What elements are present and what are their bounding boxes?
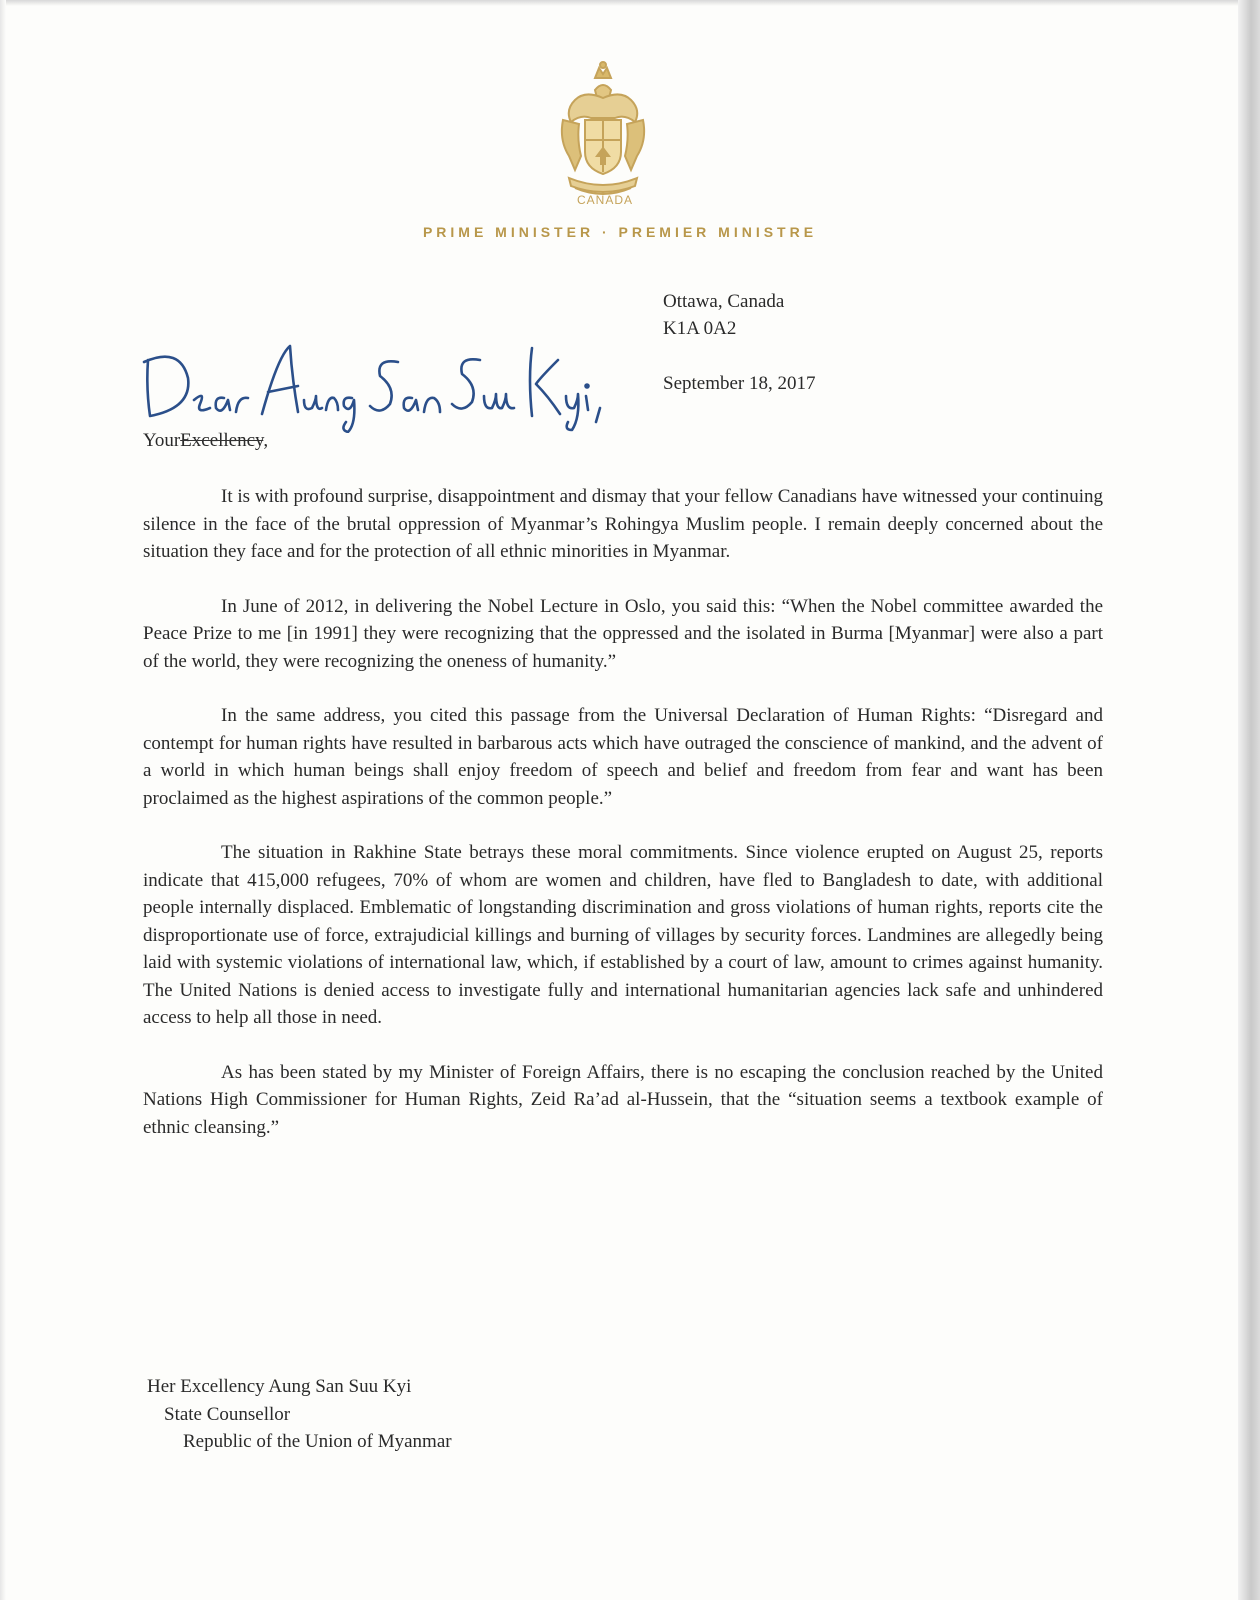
page-top-shadow bbox=[0, 0, 1260, 6]
letterhead-office-title: PRIME MINISTER · PREMIER MINISTRE bbox=[422, 224, 818, 240]
page-right-shadow bbox=[1238, 0, 1260, 1600]
salutation bbox=[143, 430, 268, 452]
page-left-shadow bbox=[0, 0, 6, 1600]
recipient-name: Her Excellency Aung San Suu Kyi bbox=[147, 1376, 412, 1397]
salutation-comma: , bbox=[263, 430, 269, 451]
paragraph-2: In June of 2012, in delivering the Nobel Lecture in Oslo, you said this: “When the Nobel committee awarded the Peace Prize to me [in 1991] they were recognizing that the oppressed and the isolated in Burma [Myanmar] were also a part of the world, they were recognizing the oneness of humanity.” bbox=[143, 595, 1103, 672]
salutation-struck-excellency: Excellency bbox=[180, 430, 264, 451]
paragraph-3: In the same address, you cited this passage from the Universal Declaration of Human Rights: “Disregard and contempt for human rights have resulted in barbarous acts which have outraged the conscience of mankind, and the advent of a world in which human beings shall enjoy freedom of speech and belief and freedom from fear and want has been proclaimed as the highest aspirations of the common people.” bbox=[143, 705, 1103, 809]
salutation-your: Your bbox=[143, 430, 181, 451]
recipient-title: State Counsellor bbox=[164, 1403, 291, 1425]
recipient-block bbox=[147, 1373, 452, 1456]
crest-country-label: CANADA bbox=[576, 193, 633, 207]
paragraph-4: The situation in Rakhine State betrays these moral commitments. Since violence erupted on August 25, reports indicate that 415,000 refugees, 70% of whom are women and children, have fled to Bangladesh to date, with additional people internally displaced. Emblematic of longstanding discrimination and gross violations of human rights, reports cite the disproportionate use of force, extrajudicial killings and burning of villages by security forces. Landmines are allegedly being laid with systemic violations of international law, which, if established by a court of law, amount to crimes against humanity. The United Nations is denied access to investigate fully and international humanitarian agencies lack safe and unhindered access to help all those in need. bbox=[143, 842, 1103, 1028]
letter-date: September 18, 2017 bbox=[663, 373, 816, 394]
handwritten-greeting bbox=[140, 338, 610, 433]
address-postal-code: K1A 0A2 bbox=[663, 318, 737, 339]
address-city: Ottawa, Canada bbox=[663, 291, 785, 312]
canada-coat-of-arms-icon bbox=[555, 60, 651, 200]
sender-address bbox=[663, 288, 784, 342]
recipient-country: Republic of the Union of Myanmar bbox=[183, 1431, 452, 1452]
letter-body bbox=[143, 483, 1103, 1168]
paragraph-5: As has been stated by my Minister of Foreign Affairs, there is no escaping the conclusion reached by the United Nations High Commissioner for Human Rights, Zeid Ra’ad al-Hussein, that the “situation seems a textbook example of ethnic cleansing.” bbox=[143, 1061, 1103, 1138]
paragraph-1: It is with profound surprise, disappointment and dismay that your fellow Canadians have witnessed your continuing silence in the face of the brutal oppression of Myanmar’s Rohingya Muslim people. I remain deeply concerned about the situation they face and for the protection of all ethnic minorities in Myanmar. bbox=[143, 486, 1103, 562]
